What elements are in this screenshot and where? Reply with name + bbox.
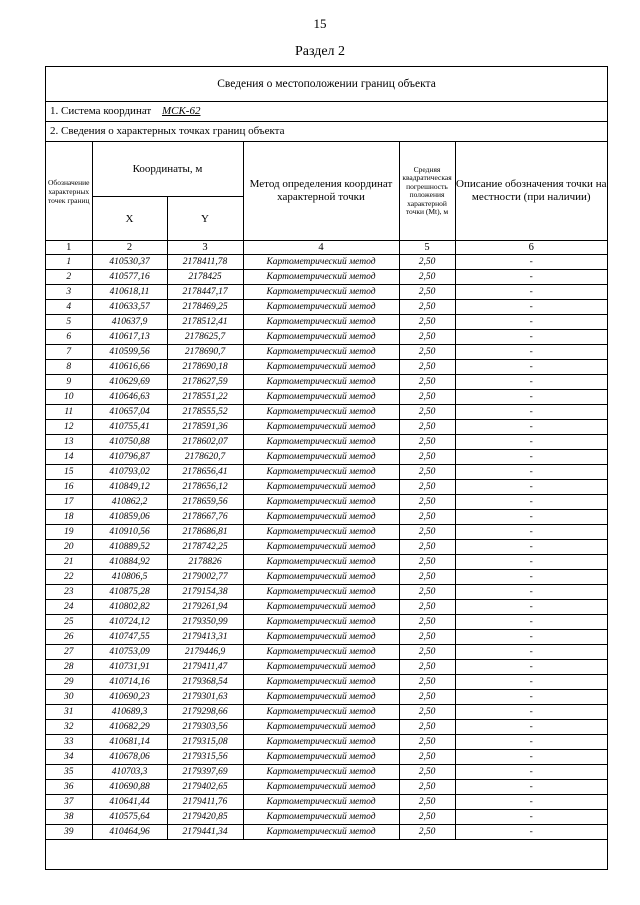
description-value: -: [455, 420, 607, 435]
table-row: [46, 630, 607, 645]
point-number: 3: [46, 285, 92, 300]
x-value: 410599,56: [92, 345, 167, 360]
x-value: 410682,29: [92, 720, 167, 735]
y-value: 2178425: [167, 270, 243, 285]
point-number: 32: [46, 720, 92, 735]
y-value: 2179315,08: [167, 735, 243, 750]
accuracy-value: 2,50: [399, 765, 455, 780]
method-value: Картометрический метод: [243, 705, 399, 720]
method-value: Картометрический метод: [243, 660, 399, 675]
table-row: [46, 600, 607, 615]
x-value: 410724,12: [92, 615, 167, 630]
y-value: 2178742,25: [167, 540, 243, 555]
x-value: 410633,57: [92, 300, 167, 315]
accuracy-value: 2,50: [399, 270, 455, 285]
y-value: 2178659,56: [167, 495, 243, 510]
table-row: [46, 720, 607, 735]
description-value: -: [455, 345, 607, 360]
point-number: 24: [46, 600, 92, 615]
accuracy-value: 2,50: [399, 375, 455, 390]
description-value: -: [455, 450, 607, 465]
accuracy-value: 2,50: [399, 735, 455, 750]
description-value: -: [455, 600, 607, 615]
x-value: 410703,3: [92, 765, 167, 780]
point-number: 13: [46, 435, 92, 450]
x-value: 410910,56: [92, 525, 167, 540]
point-number: 20: [46, 540, 92, 555]
accuracy-value: 2,50: [399, 285, 455, 300]
column-number: 3: [167, 241, 243, 255]
description-value: -: [455, 810, 607, 825]
y-value: 2178667,76: [167, 510, 243, 525]
table-row: [46, 570, 607, 585]
description-value: -: [455, 765, 607, 780]
point-number: 28: [46, 660, 92, 675]
accuracy-value: 2,50: [399, 405, 455, 420]
y-value: 2179411,47: [167, 660, 243, 675]
accuracy-value: 2,50: [399, 750, 455, 765]
accuracy-value: 2,50: [399, 465, 455, 480]
description-value: -: [455, 555, 607, 570]
y-value: 2179441,34: [167, 825, 243, 840]
x-value: 410884,92: [92, 555, 167, 570]
table-row: [46, 615, 607, 630]
accuracy-value: 2,50: [399, 570, 455, 585]
point-number: 5: [46, 315, 92, 330]
x-value: 410755,41: [92, 420, 167, 435]
x-value: 410750,88: [92, 435, 167, 450]
method-value: Картометрический метод: [243, 435, 399, 450]
table-row: [46, 495, 607, 510]
y-value: 2178512,41: [167, 315, 243, 330]
y-value: 2178591,36: [167, 420, 243, 435]
y-value: 2178620,7: [167, 450, 243, 465]
method-value: Картометрический метод: [243, 690, 399, 705]
accuracy-value: 2,50: [399, 330, 455, 345]
table-row: [46, 435, 607, 450]
table-row: [46, 660, 607, 675]
method-value: Картометрический метод: [243, 420, 399, 435]
accuracy-value: 2,50: [399, 315, 455, 330]
point-number: 19: [46, 525, 92, 540]
table-row: [46, 705, 607, 720]
table-row: [46, 480, 607, 495]
accuracy-value: 2,50: [399, 540, 455, 555]
point-number: 36: [46, 780, 92, 795]
header-point-name: Обозначение характерных точек границ: [46, 142, 92, 241]
y-value: 2178656,41: [167, 465, 243, 480]
accuracy-value: 2,50: [399, 525, 455, 540]
coord-system-row: [46, 102, 607, 122]
x-value: 410577,16: [92, 270, 167, 285]
y-value: 2179420,85: [167, 810, 243, 825]
coord-system-value: МСК-62: [161, 105, 201, 117]
accuracy-value: 2,50: [399, 420, 455, 435]
description-value: -: [455, 645, 607, 660]
accuracy-value: 2,50: [399, 345, 455, 360]
description-value: -: [455, 285, 607, 300]
method-value: Картометрический метод: [243, 315, 399, 330]
point-number: 26: [46, 630, 92, 645]
table-row: [46, 750, 607, 765]
y-value: 2179315,56: [167, 750, 243, 765]
table-row: [46, 525, 607, 540]
column-number: 4: [243, 241, 399, 255]
method-value: Картометрический метод: [243, 495, 399, 510]
table-row: [46, 360, 607, 375]
method-value: Картометрический метод: [243, 630, 399, 645]
table-row: [46, 465, 607, 480]
table-row: [46, 285, 607, 300]
accuracy-value: 2,50: [399, 705, 455, 720]
x-value: 410617,13: [92, 330, 167, 345]
point-number: 29: [46, 675, 92, 690]
description-value: -: [455, 390, 607, 405]
table-row: [46, 300, 607, 315]
method-value: Картометрический метод: [243, 825, 399, 840]
method-value: Картометрический метод: [243, 345, 399, 360]
point-number: 39: [46, 825, 92, 840]
y-value: 2179154,38: [167, 585, 243, 600]
x-value: 410616,66: [92, 360, 167, 375]
y-value: 2178826: [167, 555, 243, 570]
y-value: 2179261,94: [167, 600, 243, 615]
y-value: 2178686,81: [167, 525, 243, 540]
method-value: Картометрический метод: [243, 600, 399, 615]
description-value: -: [455, 270, 607, 285]
point-number: 30: [46, 690, 92, 705]
header-coordinates: Координаты, м: [92, 142, 243, 197]
description-value: -: [455, 405, 607, 420]
point-number: 35: [46, 765, 92, 780]
y-value: 2179446,9: [167, 645, 243, 660]
table-row: [46, 405, 607, 420]
accuracy-value: 2,50: [399, 645, 455, 660]
method-value: Картометрический метод: [243, 330, 399, 345]
method-value: Картометрический метод: [243, 255, 399, 270]
header-x: X: [92, 197, 167, 241]
table-row: [46, 690, 607, 705]
point-number: 23: [46, 585, 92, 600]
description-value: -: [455, 780, 607, 795]
accuracy-value: 2,50: [399, 810, 455, 825]
column-number: 6: [455, 241, 607, 255]
point-number: 1: [46, 255, 92, 270]
point-number: 25: [46, 615, 92, 630]
section-title: Раздел 2: [294, 44, 346, 59]
x-value: 410618,11: [92, 285, 167, 300]
y-value: 2179368,54: [167, 675, 243, 690]
table-title: Сведения о местоположении границ объекта: [46, 67, 607, 102]
y-value: 2179397,69: [167, 765, 243, 780]
accuracy-value: 2,50: [399, 450, 455, 465]
x-value: 410796,87: [92, 450, 167, 465]
table-row: [46, 450, 607, 465]
accuracy-value: 2,50: [399, 780, 455, 795]
point-number: 18: [46, 510, 92, 525]
x-value: 410875,28: [92, 585, 167, 600]
accuracy-value: 2,50: [399, 480, 455, 495]
table-row: [46, 510, 607, 525]
table-row: [46, 375, 607, 390]
x-value: 410714,16: [92, 675, 167, 690]
column-number: 1: [46, 241, 92, 255]
x-value: 410646,63: [92, 390, 167, 405]
y-value: 2178690,18: [167, 360, 243, 375]
description-value: -: [455, 300, 607, 315]
description-value: -: [455, 660, 607, 675]
y-value: 2178627,59: [167, 375, 243, 390]
description-value: -: [455, 825, 607, 840]
method-value: Картометрический метод: [243, 285, 399, 300]
table-row: [46, 540, 607, 555]
x-value: 410530,37: [92, 255, 167, 270]
x-value: 410802,82: [92, 600, 167, 615]
y-value: 2178625,7: [167, 330, 243, 345]
x-value: 410862,2: [92, 495, 167, 510]
description-value: -: [455, 435, 607, 450]
x-value: 410575,64: [92, 810, 167, 825]
method-value: Картометрический метод: [243, 465, 399, 480]
description-value: -: [455, 615, 607, 630]
points-heading: 2. Сведения о характерных точках границ объекта: [46, 122, 607, 142]
accuracy-value: 2,50: [399, 600, 455, 615]
x-value: 410806,5: [92, 570, 167, 585]
method-value: Картометрический метод: [243, 810, 399, 825]
x-value: 410849,12: [92, 480, 167, 495]
accuracy-value: 2,50: [399, 585, 455, 600]
description-value: -: [455, 330, 607, 345]
column-number-row: [46, 241, 607, 255]
x-value: 410689,3: [92, 705, 167, 720]
header-y: Y: [167, 197, 243, 241]
description-value: -: [455, 585, 607, 600]
point-number: 21: [46, 555, 92, 570]
accuracy-value: 2,50: [399, 300, 455, 315]
description-value: -: [455, 735, 607, 750]
method-value: Картометрический метод: [243, 750, 399, 765]
table-row: [46, 810, 607, 825]
description-value: -: [455, 315, 607, 330]
accuracy-value: 2,50: [399, 360, 455, 375]
x-value: 410690,23: [92, 690, 167, 705]
method-value: Картометрический метод: [243, 615, 399, 630]
method-value: Картометрический метод: [243, 720, 399, 735]
table-row: [46, 270, 607, 285]
point-number: 31: [46, 705, 92, 720]
point-number: 10: [46, 390, 92, 405]
x-value: 410859,06: [92, 510, 167, 525]
method-value: Картометрический метод: [243, 480, 399, 495]
point-number: 2: [46, 270, 92, 285]
description-value: -: [455, 705, 607, 720]
description-value: -: [455, 360, 607, 375]
x-value: 410464,96: [92, 825, 167, 840]
point-number: 4: [46, 300, 92, 315]
point-number: 22: [46, 570, 92, 585]
method-value: Картометрический метод: [243, 765, 399, 780]
accuracy-value: 2,50: [399, 825, 455, 840]
accuracy-value: 2,50: [399, 615, 455, 630]
y-value: 2178555,52: [167, 405, 243, 420]
y-value: 2179411,76: [167, 795, 243, 810]
accuracy-value: 2,50: [399, 690, 455, 705]
x-value: 410889,52: [92, 540, 167, 555]
table-row: [46, 255, 607, 270]
table-row: [46, 585, 607, 600]
description-value: -: [455, 675, 607, 690]
description-value: -: [455, 255, 607, 270]
coord-system-label: 1. Система координат: [50, 105, 152, 117]
method-value: Картометрический метод: [243, 540, 399, 555]
point-number: 38: [46, 810, 92, 825]
x-value: 410793,02: [92, 465, 167, 480]
y-value: 2179350,99: [167, 615, 243, 630]
description-value: -: [455, 690, 607, 705]
point-number: 6: [46, 330, 92, 345]
point-number: 17: [46, 495, 92, 510]
x-value: 410747,55: [92, 630, 167, 645]
method-value: Картометрический метод: [243, 270, 399, 285]
method-value: Картометрический метод: [243, 450, 399, 465]
method-value: Картометрический метод: [243, 735, 399, 750]
method-value: Картометрический метод: [243, 555, 399, 570]
boundary-info-table: [45, 66, 608, 870]
accuracy-value: 2,50: [399, 795, 455, 810]
description-value: -: [455, 795, 607, 810]
column-number: 5: [399, 241, 455, 255]
y-value: 2178690,7: [167, 345, 243, 360]
table-row: [46, 315, 607, 330]
method-value: Картометрический метод: [243, 645, 399, 660]
x-value: 410731,91: [92, 660, 167, 675]
x-value: 410657,04: [92, 405, 167, 420]
x-value: 410641,44: [92, 795, 167, 810]
y-value: 2178551,22: [167, 390, 243, 405]
accuracy-value: 2,50: [399, 720, 455, 735]
accuracy-value: 2,50: [399, 255, 455, 270]
y-value: 2178447,17: [167, 285, 243, 300]
point-number: 11: [46, 405, 92, 420]
table-row: [46, 765, 607, 780]
table-row: [46, 330, 607, 345]
point-number: 7: [46, 345, 92, 360]
accuracy-value: 2,50: [399, 510, 455, 525]
method-value: Картометрический метод: [243, 570, 399, 585]
method-value: Картометрический метод: [243, 405, 399, 420]
x-value: 410678,06: [92, 750, 167, 765]
method-value: Картометрический метод: [243, 360, 399, 375]
accuracy-value: 2,50: [399, 555, 455, 570]
y-value: 2179413,31: [167, 630, 243, 645]
accuracy-value: 2,50: [399, 495, 455, 510]
x-value: 410681,14: [92, 735, 167, 750]
point-number: 12: [46, 420, 92, 435]
x-value: 410629,69: [92, 375, 167, 390]
method-value: Картометрический метод: [243, 300, 399, 315]
method-value: Картометрический метод: [243, 675, 399, 690]
point-number: 9: [46, 375, 92, 390]
accuracy-value: 2,50: [399, 675, 455, 690]
table-row: [46, 420, 607, 435]
method-value: Картометрический метод: [243, 375, 399, 390]
table-row: [46, 825, 607, 840]
point-number: 16: [46, 480, 92, 495]
description-value: -: [455, 375, 607, 390]
y-value: 2179301,63: [167, 690, 243, 705]
table-row: [46, 795, 607, 810]
accuracy-value: 2,50: [399, 435, 455, 450]
method-value: Картометрический метод: [243, 510, 399, 525]
description-value: -: [455, 480, 607, 495]
point-number: 14: [46, 450, 92, 465]
table-row: [46, 780, 607, 795]
x-value: 410637,9: [92, 315, 167, 330]
table-row: [46, 390, 607, 405]
accuracy-value: 2,50: [399, 660, 455, 675]
accuracy-value: 2,50: [399, 630, 455, 645]
y-value: 2178469,25: [167, 300, 243, 315]
description-value: -: [455, 720, 607, 735]
description-value: -: [455, 630, 607, 645]
y-value: 2179002,77: [167, 570, 243, 585]
y-value: 2178602,07: [167, 435, 243, 450]
point-number: 33: [46, 735, 92, 750]
table-row: [46, 735, 607, 750]
header-description: Описание обозначения точки на местности (при наличии): [455, 142, 607, 241]
description-value: -: [455, 750, 607, 765]
description-value: -: [455, 570, 607, 585]
accuracy-value: 2,50: [399, 390, 455, 405]
y-value: 2178411,78: [167, 255, 243, 270]
table-row: [46, 345, 607, 360]
method-value: Картометрический метод: [243, 795, 399, 810]
y-value: 2179303,56: [167, 720, 243, 735]
description-value: -: [455, 540, 607, 555]
method-value: Картометрический метод: [243, 780, 399, 795]
description-value: -: [455, 495, 607, 510]
point-number: 27: [46, 645, 92, 660]
method-value: Картометрический метод: [243, 585, 399, 600]
header-accuracy: Средняя квадратическая погрешность положения характерной точки (Mt), м: [399, 142, 455, 241]
method-value: Картометрический метод: [243, 525, 399, 540]
point-number: 34: [46, 750, 92, 765]
point-number: 8: [46, 360, 92, 375]
points-table: [46, 142, 607, 840]
table-row: [46, 675, 607, 690]
point-number: 15: [46, 465, 92, 480]
description-value: -: [455, 465, 607, 480]
y-value: 2178656,12: [167, 480, 243, 495]
table-row: [46, 555, 607, 570]
table-row: [46, 645, 607, 660]
description-value: -: [455, 525, 607, 540]
header-method: Метод определения координат характерной точки: [243, 142, 399, 241]
description-value: -: [455, 510, 607, 525]
method-value: Картометрический метод: [243, 390, 399, 405]
column-number: 2: [92, 241, 167, 255]
point-number: 37: [46, 795, 92, 810]
y-value: 2179402,65: [167, 780, 243, 795]
x-value: 410690,88: [92, 780, 167, 795]
y-value: 2179298,66: [167, 705, 243, 720]
x-value: 410753,09: [92, 645, 167, 660]
page-number: 15: [313, 16, 327, 31]
